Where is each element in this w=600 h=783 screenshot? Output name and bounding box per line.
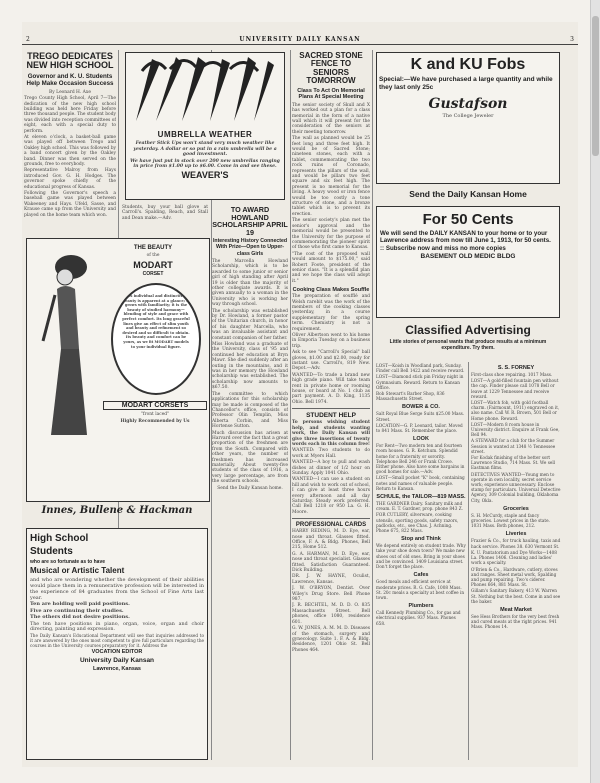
fobs-ad (376, 52, 560, 184)
howland-subhead: Interesting History Connected With Prize—Open to Upper-class Girls (212, 238, 288, 257)
cooking-body: The preparation of soufflé and Welsh rarebit was the work of the members of the cooking classes yesterday, in a course supplementary for the spring term. Chemistry is not a requirement. (292, 294, 370, 332)
forney-body: First-class shoe repairing. 1017 Mass. (471, 372, 553, 377)
column-divider (468, 362, 469, 760)
student-help-sub: To persons wishing student help, and students wanting work, the Daily Kansan will give three insertions of twenty words each in this column free! (292, 420, 370, 447)
liveries-head: Liveries (505, 531, 527, 538)
jeweler-sub: The College Jeweler (442, 113, 494, 120)
trego-body-4: Following the Governor's speech a baseball game was played between Wakeeney and Hays. Ufeld, Sasse, and Krause came up from the University and played on the home team which won. (24, 191, 116, 218)
umbrella-offer: We have just put in stock over 200 new umbrellas ranging in price from $1.00 up to $6.00. Come in and see these. (130, 158, 280, 170)
kodak-note: For Kodak finishing of the better sort Lawrence Studio, 714 Mass. St. We sell Eastman films. (471, 455, 556, 471)
fifty-cents-title: For 50 Cents (422, 211, 514, 228)
howland-body-3: The Marcella Howland Scholarship, which is to be awarded to some junior or senior girl of high standing after April 19 is older than the majority of other collegiate awards. It is given annually to a woman in the University who is working her way through school. (212, 258, 288, 308)
groceries-1: S. H. McCurdy, staple and fancy groceries. Lowest prices in the state. 1031 Mass. Both phones, 212. (471, 512, 550, 529)
glove-ask-note: Ask to see "Carroll's Special" ball gloves, $1.00 and $2.00, ready for instant use. Carroll's, 819 New. Depot.—Adv. (292, 350, 370, 372)
liveries-3: O'Brien & Co., Hardware, cutlery, stoves and ranges. Sheet metal work, Spalding and pump repairing. Two's ciderer. Phones 664, 881 Mass. St. (471, 566, 558, 588)
hs-title-2: Students (30, 545, 73, 557)
umbrella-brand: WEAVER'S (181, 170, 229, 181)
umbrella-body: Feather Stick Ups won't stand very much weather like yesterday. A dollar or so put in a rain umbrella will be a good investment. (133, 141, 277, 158)
trego-body-2: At eleven o'clock, a basket-ball game was played off between Trego and Oakley high school. This was followed by a band concert given by the Oakley band. Dinner was then served on the grounds, free to everybody. (24, 135, 116, 168)
detectives-wanted: DETECTIVES WANTED—Young men to operate in own locality, secret service work; experience unnecessary. Enclose stamp for particulars. Universal Detective Agency, 309 Colonial building, Oklahoma City, Okla. (471, 471, 561, 503)
page-number-right: 3 (570, 36, 574, 43)
lost-4: LOST—A gold-filled fountain pen without the cap. Finder please call 1078 Bell or leave at 1229 Tennessee and receive reward. (471, 378, 559, 399)
page-number-left: 2 (26, 36, 30, 43)
send-home-text: Send the Daily Kansan Home (409, 189, 527, 199)
classified-right-column (471, 362, 561, 760)
hs-body-2: The ten have positions in piano, organ, voice, organ and choir directing, painting and expression. (30, 621, 204, 633)
howland-body-6: The committee to which applications for this scholarship may be made is composed of the Chancellor's office, consists of Professor Olin Templin, Miss Alberta Corbin, and Miss Hortense Sutton. (212, 391, 288, 430)
steward-wanted: A STEWARD for a club for the Summer Session is wanted at 1348 ½ Tennessee street. (471, 438, 556, 454)
look-head: LOOK (413, 436, 429, 443)
umbrellas-illustration-icon (126, 53, 284, 125)
liveries-4: Gillam's Sanitary Bakery, 413 W. Warren St. Nothing but the best. Come in and see the baker. (471, 588, 561, 604)
umbrella-ad (125, 52, 285, 200)
fence-body-4: "The cost of the proposed wall would amount to $175.00," said Robert Foote, president of the senior class. "It is a splendid plan and we hope the class will adopt it." (292, 251, 370, 284)
fobs-special: Special:—We have purchased a large quantity and while they last only 25c (379, 75, 553, 91)
umbrella-title: UMBRELLA WEATHER (157, 130, 253, 139)
hs-paper: University Daily Kansan (79, 657, 155, 665)
newspaper-page (22, 22, 578, 767)
prof-card: G. W. JONES, A. M. M. D. Diseases of the stomach, surgery and gynecology. Suite 1. F. A. & Bldg. Residence, 1201 Ohio St. Bell Phones 464. (292, 626, 370, 653)
meat-head: Meat Market (500, 606, 532, 613)
hs-l2: Five are continuing their studies. (30, 607, 124, 614)
stone-fence-article (292, 50, 370, 760)
student-help-2: WANTED—A boy to pull and wash dishes at dinner of 1/2 hour on Sunday. Apply 1041 Ohio. (292, 460, 370, 476)
trego-article (24, 50, 116, 258)
corset-oval (111, 283, 201, 395)
student-help-3: WANTED—I can use a student on hill and wish to work out of school, I can give at least three hours every afternoon and all day Saturday. Steady work preferred. Call Bell 1218 or 950 La. G. H. Moore. (292, 477, 370, 515)
corset-brand: MODART (133, 259, 173, 270)
student-help-head: STUDENT HELP (306, 412, 356, 420)
schule-tailor: SCHULE, the TAILOR—819 MASS. (376, 494, 466, 501)
stop-head: Stop and Think (401, 536, 441, 543)
hs-vocation: VOCATION EDITOR (91, 649, 143, 656)
corset-logo: MODART CORSETS (103, 401, 207, 410)
glove-notice-text: Students, buy your ball glove at Carroll's. Spalding, Reach, and Stall and Dean make.—Adv. (122, 205, 208, 221)
trego-subhead: Governor and K. U. Students Help Make Occasion Success (26, 72, 114, 88)
plumbers-body: Call Kennedy Plumbing Co., for gas and electrical supplies. 937 Mass. Phones 658. (376, 610, 461, 626)
groceries-head: Groceries (503, 505, 529, 512)
classified-header (376, 322, 560, 360)
scrollbar-thumb[interactable] (592, 16, 599, 156)
trego-body-3: Representative Malroy from Hays introduced Gov. G. H. Hodges. The governor spoke chiefly of the educational progress of Kansas. (24, 168, 116, 190)
corset-recommend: Highly Recommended by Us (120, 418, 190, 424)
fence-subhead: Class To Act On Memorial Plans At Special Meeting (297, 87, 365, 101)
send-home-note: Send the Daily Kansan home. (217, 485, 283, 491)
lost-2: LOST—Diamond stick pin Friday night in Gymnasium. Reward. Return to Kansan Office. (376, 374, 464, 390)
location-note: LOCATION—G. P. Leonard, tailor. Moved to 841 Mass. St. Remember the place. (376, 422, 463, 434)
hs-body-3: The Daily Kansan's Educational Department will see that inquiries addressed to it are answered by the ones most competent to give full particulars regarding the courses in the University courses preparatory for it. Address the (30, 633, 204, 649)
glove-notice (122, 204, 208, 226)
high-school-ad (26, 528, 208, 760)
stop-body: We depend entirely on student trade. Why take your shoe down town? We make new shoes out of old ones. Bring in your shoes and be convinced. 1409 Louisiana street. Don't forget the place. (376, 543, 466, 570)
jeweler-name: Gustafson (428, 96, 508, 113)
gardner-dairy: THE GARDNER Dairy. Sanitary milk and cream. E. T. Gardner, prop. phone 843 Z. (376, 501, 463, 512)
howland-body-7: Much discussion has arisen at Harvard over the fact that a great proportion of the freshmen are from the South. Compared with other years, the number of freshmen has increased materially. About twenty-five students of the class of 1916, a very large percentage, are from the southern schools. (212, 430, 288, 485)
prof-card: G. A. HARMAN, M. D. Eye, ear, nose and throat specialist. Glasses fitted. Satisfaction Guaranteed. Dick Building. (292, 551, 370, 574)
corset-title: THE BEAUTY (133, 245, 173, 251)
liveries-1: Frazier & Co., for truck hauling, taxis and hack service. Phones 38. 630 Vermont St. (471, 538, 561, 549)
classified-left-column (376, 362, 466, 760)
fence-body-3: The senior society's plan met the senior's approval and the memorial would be presented to the University for the purpose of commemorating the pioneer spirit of those who first came to Kansas. (292, 218, 370, 251)
hs-line-1: who are so fortunate as to have (30, 559, 106, 565)
column-divider (290, 50, 291, 760)
cafes-head: Cafes (413, 572, 429, 579)
subscription-offer: We will send the DAILY KANSAN to your home or to your Lawrence address from now till June 1, 1913, for 50 cents. :: Subscribe now and miss no more copies (380, 229, 551, 252)
separator (292, 408, 370, 409)
hs-body: and who are wondering whether the development of their abilities would place them in a remunerative profession will be interested in the experience of 84 graduates from the School of Fine Arts last year. (30, 577, 204, 602)
howland-body-5: Miss Howland was a graduate of the University, class of '95 and continued her education at Bryn Mawr. She died suddenly after an outing in the mountains, and it was in her memory the Howland scholarship was established. The scholarship now amounts to $67.50. (212, 342, 288, 391)
cutlery-note: FOR CUTLERY, silverware, cooking utensils, sporting goods, safety razors, padlocks, etc., see Chas. J. Achning. Phone 675, 822 Mass. (376, 512, 459, 534)
masthead-rule (22, 44, 578, 45)
corset-of: of the (146, 253, 160, 259)
masthead-title: UNIVERSITY DAILY KANSAN (239, 36, 361, 43)
piano-wanted: WANTED—To trade a brand new high grade piano. Will take team rent in private home or rooming house, or board at No. 1 club as part payment. A. D. King, 1135 Ohio. Bell 1974. (292, 372, 370, 405)
barber-shop: Bob Stewart's Barber Shop, 836 Massachusetts Street. (376, 391, 445, 402)
howland-article (212, 204, 288, 760)
fence-body-1: The senior society of Skull and X has worked out a plan for a class memorial in the form of a native wall which it will present for the consideration of the seniors at their meeting tomorrow. (292, 102, 370, 135)
liveries-2: K. U. Pantatorium and Dye Works—1408 La. Phones 1406. Cleaning and ladies' work a specialty. (471, 549, 557, 566)
howland-headline: TO AWARD HOWLAND SCHOLARSHIP APRIL 19 (212, 205, 288, 237)
forney-head: S. S. FORNEY (497, 365, 535, 371)
hs-city: Lawrence, Kansas (93, 666, 141, 672)
fence-headline: SACRED STONE FENCE TO SENIORS TOMORROW (299, 51, 363, 86)
student-help-1: WANTED: Two students to do work at Myers Hall. (292, 448, 370, 459)
corset-ad (26, 238, 210, 502)
vertical-scrollbar[interactable] (590, 0, 600, 783)
prof-card: J. R. BECHTEL, M. D. D. O. 835 Massachusetts Street. Bell phones, office 1080, residence 601. (292, 603, 370, 625)
column-divider (372, 50, 373, 760)
fence-body-2: The wall as planned would be 25 feet long and three feet high. It would be of Sacred Stone; nineteen stones, each with a tablet, commemorating the two rock ruins of Coronado, represents the pillars of the wall, and would be pillars two feet square and six feet high. The present is no memorial for the living. A heavy wood or iron fence would be too costly a tone structure of stone, and a bronze tablet which is to prevent its erection. (292, 136, 370, 217)
lost-5: LOST—Watch fob, with gold football charm. (Fairmount, 1911) engraved on it, also name. Call W. R. Brown, 501 Bell or Home phone. Reward. (471, 400, 560, 421)
cooking-head: Cooking Class Makes Souffle (292, 287, 370, 294)
basement-location: BASEMENT OLD MEDIC BLDG (420, 253, 516, 261)
meat-body: See Hess Brothers for the very best fresh and cured meats at the right prices. 941 Mass. Phones 14. (471, 613, 560, 630)
store-signature (26, 504, 208, 524)
bower-body: Salt Royal Blue Serge Suits $25.00 Mass. Street. (376, 411, 465, 422)
trego-byline: By Leonard H. Axe (49, 89, 91, 95)
hs-l3: The others did not desire positions. (30, 614, 130, 621)
plumbers-head: Plumbers (408, 603, 434, 610)
classified-sub: Little stories of personal wants that produce results at a minimum expenditure. Try them. (389, 338, 547, 351)
store-signature-text: Innes, Bullene & Hackman (41, 505, 193, 516)
trego-headline: TREGO DEDICATES NEW HIGH SCHOOL (26, 51, 114, 71)
corset-kind: CORSET (142, 271, 164, 278)
prof-card: DR. J. W. HAYNE, Oculist, Lawrence, Kansas. (292, 574, 370, 585)
trego-body-1: Trego County High School, April 7—The dedication of the new high school building was held here Friday before three thousand people. The student body was divided into reception committees of eight, each with a special duty to perform. (24, 96, 116, 134)
classified-title: Classified Advertising (405, 323, 531, 337)
fobs-title: K and KU Fobs (410, 56, 526, 73)
subscription-ad (376, 206, 560, 318)
send-home-banner (376, 188, 560, 204)
prof-card: J. W. O'BRYON, Dentist. Over Wiley's Drug Store. Bell Phone 987. (292, 586, 370, 603)
prof-card: HARRY REDING, M. D. Eye, ear, nose and throat. Glasses fitted. Office, F. A. & Bldg. Phones, Bell 215, Home 512. (292, 529, 370, 551)
look-body: For Rent—Two modern ten and fourteen room houses. G. R. Ketchum. Splendid home for a fraternity or sorority. Telephone Bell 246 or Frank Crowe. Either phone. Also have some bargains in good homes for sale.—Adv. (376, 443, 465, 475)
howland-body-4: The scholarship was established by Dr. Howland, a former pastor of the Unitarian church, in honor of his daughter Marcella, who was an invaluable assistant and constant companion of her father. (212, 308, 288, 341)
corset-tagline: "front laced" (140, 412, 170, 418)
separator (292, 518, 370, 519)
cafes-body: Good meals and efficient service at moderate prices. R. G. Cafe, 1008 Mass. St. 20c meals a specialty at best coffee in town. (376, 579, 465, 600)
lady-figure-icon (31, 249, 97, 439)
bower-head: BOWER & CO. (402, 404, 440, 411)
oliver-note: Oliver Albertson went to his home in Emporia Tuesday on a business trip. (292, 333, 370, 349)
lost-6: LOST—Modern 8 room house in University district. Enquire at Frank Gee, Bell 94. (471, 421, 560, 438)
hs-title-1: High School (30, 533, 89, 544)
hs-line-2: Musical or Artistic Talent (30, 566, 125, 575)
lost-3: LOST—Small pocket "K" book, containing notes and names of valuable people. Return to Kansan. (376, 475, 465, 491)
professional-cards-head: PROFESSIONAL CARDS (295, 522, 367, 529)
hs-l1: Ten are holding well paid positions. (30, 601, 130, 608)
lost-1: LOST—Koish in Woodland park, Sunday. Finder call Bell 1422 and receive reward. (376, 363, 465, 374)
corset-oval-text: Its individual and distinctive beauty is apparent at a glance; it grows with familiarity; it is the beauty of studied harmony—blending of style and grace with perfect comfort. Its long graceful lines give an effect of slim youth and beauty and refinement so desired and so difficult to obtain. Its beauty and comfort can be yours, as we fit MODART models to your individual figure. (122, 294, 190, 349)
